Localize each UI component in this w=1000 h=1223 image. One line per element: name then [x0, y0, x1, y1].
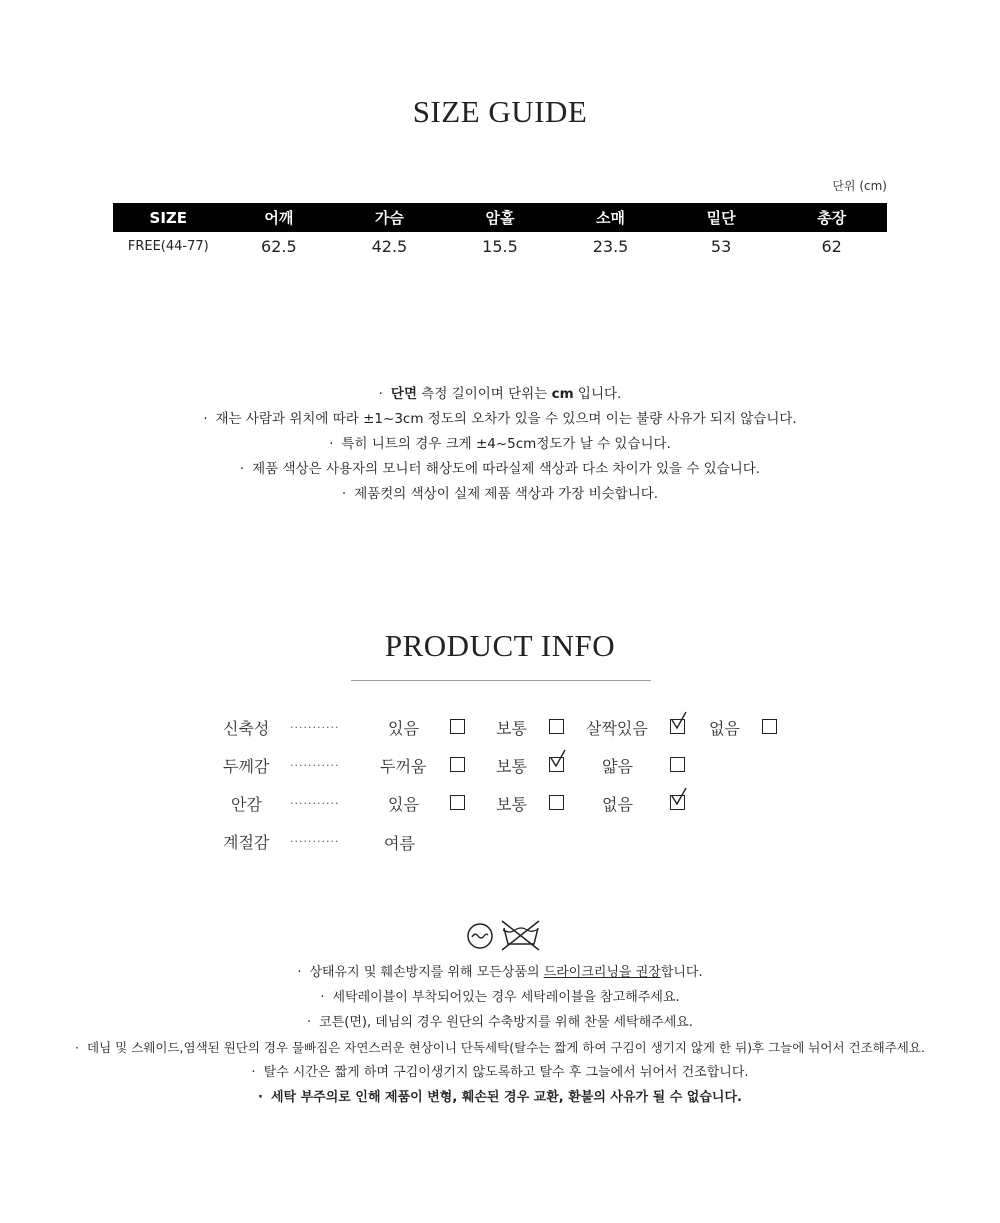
care-warning-text: 세탁 부주의로 인해 제품이 변형, 훼손된 경우 교환, 환불의 사유가 될 수 없습니다. [270, 1090, 742, 1105]
option-label: 보통 [496, 795, 527, 814]
header-hem: 밑단 [666, 203, 777, 232]
check-icon [670, 711, 688, 733]
cell-length: 62 [821, 237, 842, 256]
leader-dots: ........... [290, 718, 340, 731]
note-text: 날 수 있습니다. [579, 436, 671, 452]
checkbox [549, 795, 564, 810]
cell-hem: 53 [710, 237, 732, 256]
check-icon [549, 749, 567, 771]
note-line: · 단면 측정 길이이며 단위는 cm 입니다. [378, 386, 622, 402]
note-bold-cm: cm [551, 386, 574, 402]
care-text: 합니다. [660, 965, 703, 980]
header-shoulder: 어깨 [224, 203, 335, 232]
lining-label: 안감 [231, 795, 262, 814]
note-line: · 제품컷의 색상이 실제 제품 색상과 가장 비슷합니다. [341, 486, 659, 502]
care-line: · 세탁레이블이 부착되어있는 경우 세탁레이블을 참고해주세요. [320, 990, 680, 1005]
check-icon [670, 787, 688, 809]
checkbox-checked [670, 795, 685, 810]
care-underlined-text: 드라이크리닝을 권장 [543, 965, 661, 980]
header-length: 총장 [776, 203, 887, 232]
header-armhole: 암홀 [445, 203, 556, 232]
cell-armhole: 15.5 [482, 237, 518, 256]
checkbox-checked [670, 719, 685, 734]
note-line: · 특히 니트의 경우 크게 ±4~5cm정도가 날 수 있습니다. [329, 436, 671, 452]
checkbox [450, 757, 465, 772]
season-value: 여름 [384, 834, 415, 853]
care-text: 코튼(면), 데님의 경우 원단의 수축방지를 위해 찬물 세탁해주세요. [319, 1015, 693, 1030]
care-line: · 코튼(면), 데님의 경우 원단의 수축방지를 위해 찬물 세탁해주세요. [307, 1015, 693, 1030]
note-text: 특히 니트의 경우 크게 ±4~5cm정도가 [341, 436, 580, 452]
note-bold: 단면 [390, 386, 418, 402]
divider [351, 680, 651, 681]
note-line: · 제품 색상은 사용자의 모니터 해상도에 따라실제 색상과 다소 차이가 있을 수 있습니다. [239, 461, 761, 477]
checkbox [670, 757, 685, 772]
care-text: 세탁레이블이 부착되어있는 경우 세탁레이블을 참고해주세요. [332, 990, 680, 1005]
leader-dots: ........... [290, 794, 340, 807]
checkbox-checked [549, 757, 564, 772]
care-text: 데님 및 스웨이드,염색된 원단의 경우 물빠짐은 자연스러운 현상이니 단독세탁(탈수는 짧게 하여 구김이 생기지 않게 한 뒤)후 그늘에 뉘어서 건조해주세요. [87, 1040, 925, 1055]
option-label: 있음 [388, 795, 419, 814]
option-label: 보통 [496, 757, 527, 776]
note-text: 측정 길이이며 단위는 [417, 386, 552, 402]
care-line: · 상태유지 및 훼손방지를 위해 모든상품의 드라이크리닝을 권장합니다. [297, 965, 703, 980]
care-icons [465, 918, 541, 952]
note-text: 재는 사람과 위치에 따라 ±1~3cm 정도의 오차가 있을 수 있으며 이는 불량 사유가 되지 않습니다. [215, 411, 797, 427]
product-info-title: PRODUCT INFO [384, 628, 616, 663]
care-line: · 데님 및 스웨이드,염색된 원단의 경우 물빠짐은 자연스러운 현상이니 단독세탁(탈수는 짧게 하여 구김이 생기지 않게 한 뒤)후 그늘에 뉘어서 건조해주세요. [75, 1040, 925, 1055]
leader-dots: ........... [290, 756, 340, 769]
care-text: 탈수 시간은 짧게 하며 구김이생기지 않도록하고 탈수 후 그늘에서 뉘어서 건조합니다. [263, 1065, 749, 1080]
unit-label: 단위 (cm) [832, 179, 887, 193]
table-row [113, 232, 887, 261]
header-sleeve: 소매 [555, 203, 666, 232]
option-label: 두꺼움 [380, 757, 427, 776]
do-not-wash-icon [502, 921, 539, 950]
checkbox [762, 719, 777, 734]
note-line: · 재는 사람과 위치에 따라 ±1~3cm 정도의 오차가 있을 수 있으며 이는 불량 사유가 되지 않습니다. [203, 411, 797, 427]
option-label: 없음 [602, 795, 633, 814]
option-label: 없음 [709, 719, 740, 738]
cell-size: FREE(44-77) [127, 239, 209, 254]
note-text: 제품 색상은 사용자의 모니터 해상도에 따라실제 색상과 다소 차이가 있을 수 있습니다. [252, 461, 761, 477]
care-line-warning: · 세탁 부주의로 인해 제품이 변형, 훼손된 경우 교환, 환불의 사유가 될 수 없습니다. [258, 1090, 742, 1105]
option-label: 살짝있음 [586, 719, 648, 738]
measure-notes [0, 382, 1000, 507]
cell-chest: 42.5 [371, 237, 408, 256]
thickness-label: 두께감 [223, 757, 270, 776]
checkbox [450, 719, 465, 734]
dry-clean-icon [468, 924, 492, 948]
header-chest: 가슴 [334, 203, 445, 232]
season-label: 계절감 [223, 833, 270, 852]
note-text: 입니다. [573, 386, 622, 402]
note-text: 제품컷의 색상이 실제 제품 색상과 가장 비슷합니다. [354, 486, 659, 502]
size-table [113, 203, 887, 261]
stretch-label: 신축성 [223, 719, 270, 738]
size-table-header-row [113, 203, 887, 232]
size-guide-title: SIZE GUIDE [412, 94, 588, 129]
care-line: · 탈수 시간은 짧게 하며 구김이생기지 않도록하고 탈수 후 그늘에서 뉘어서 건조합니다. [251, 1065, 749, 1080]
care-text: 상태유지 및 훼손방지를 위해 모든상품의 [309, 965, 544, 980]
care-notes [0, 960, 1000, 1110]
leader-dots: ........... [290, 832, 340, 845]
checkbox [450, 795, 465, 810]
option-label: 있음 [388, 719, 419, 738]
checkbox [549, 719, 564, 734]
option-label: 보통 [496, 719, 527, 738]
cell-sleeve: 23.5 [592, 237, 629, 256]
header-size: SIZE [113, 203, 224, 232]
cell-shoulder: 62.5 [261, 237, 297, 256]
option-label: 얇음 [602, 757, 633, 776]
